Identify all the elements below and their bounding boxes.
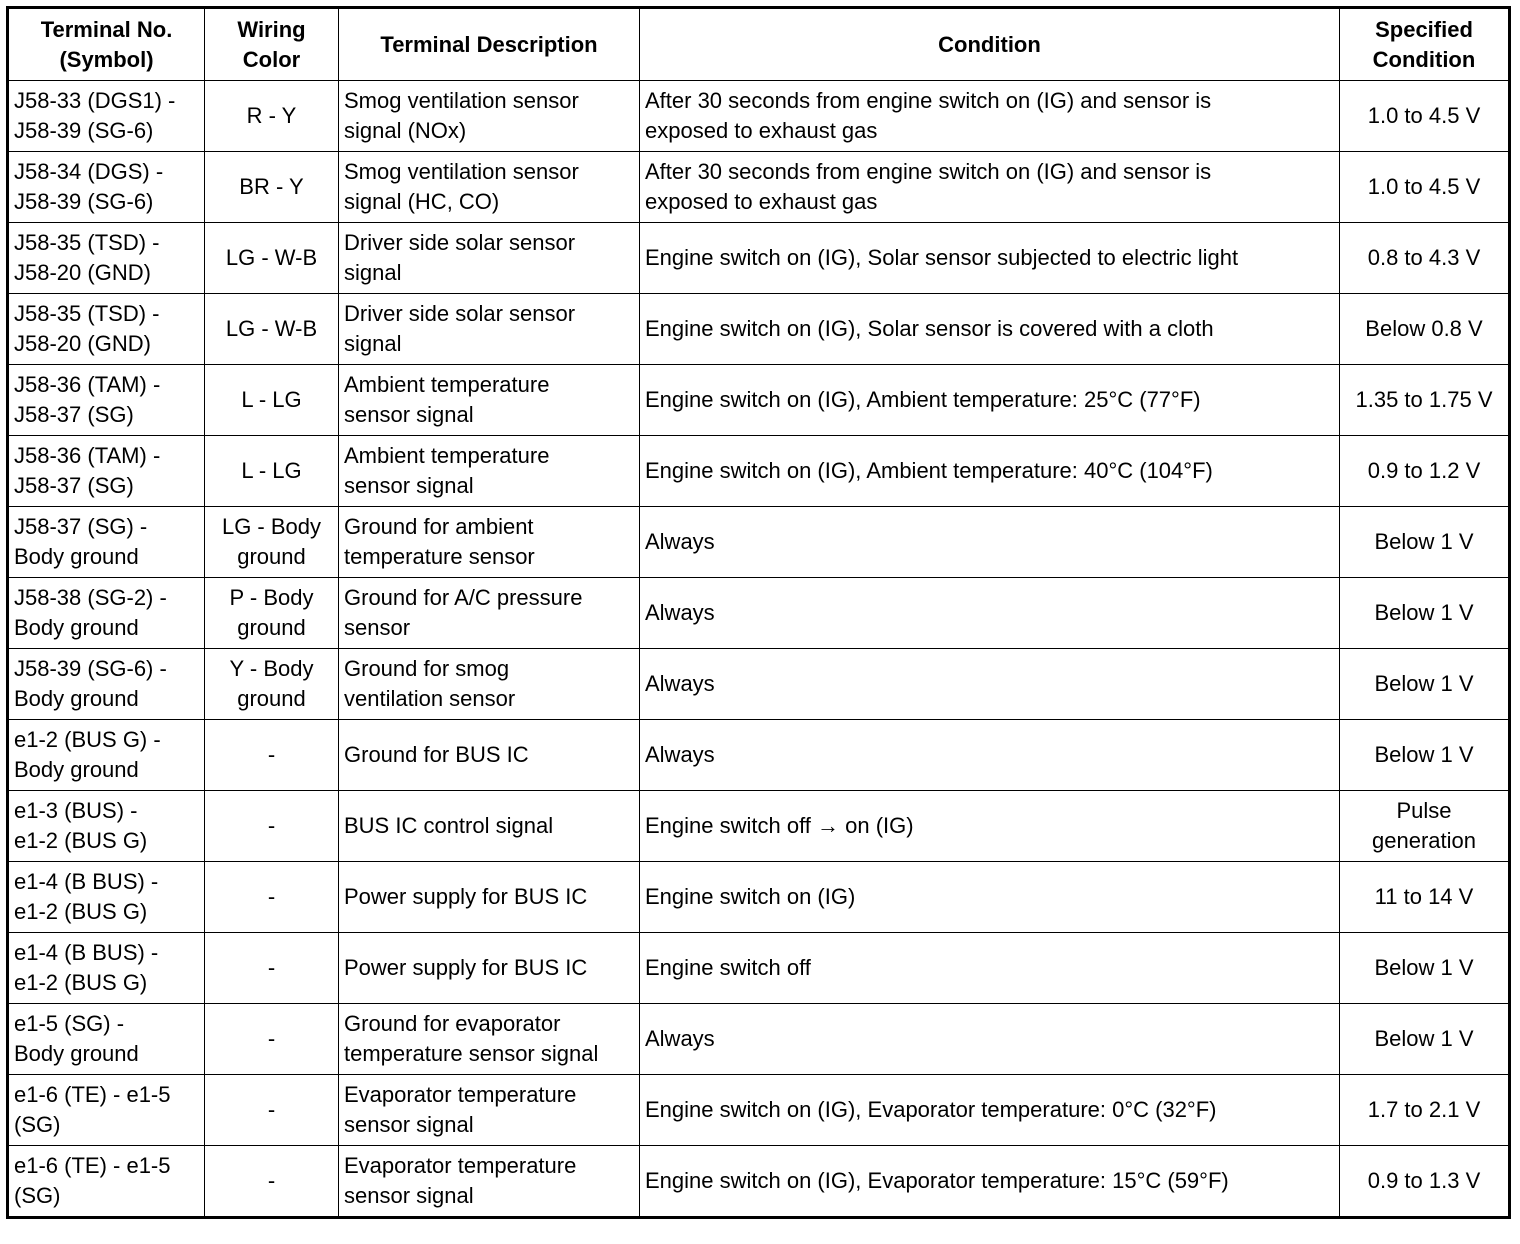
description-cell: Ground for A/C pressure sensor [339, 578, 640, 649]
terminal-cell: J58-36 (TAM) - J58-37 (SG) [8, 436, 205, 507]
specified-condition-cell: 1.0 to 4.5 V [1340, 81, 1510, 152]
wiring-color-cell: LG - Body ground [205, 507, 339, 578]
condition-cell: Engine switch on (IG), Evaporator temperature: 0°C (32°F) [640, 1075, 1340, 1146]
specified-condition-cell: Below 1 V [1340, 933, 1510, 1004]
table-row [8, 294, 1510, 365]
wiring-color-cell: - [205, 1004, 339, 1075]
specified-condition-cell: 11 to 14 V [1340, 862, 1510, 933]
terminal-cell: J58-38 (SG-2) - Body ground [8, 578, 205, 649]
header-wiring-color: Wiring Color [205, 8, 339, 81]
description-cell: BUS IC control signal [339, 791, 640, 862]
table-row [8, 81, 1510, 152]
table-row [8, 862, 1510, 933]
description-cell: Ambient temperature sensor signal [339, 436, 640, 507]
wiring-color-cell: L - LG [205, 365, 339, 436]
terminal-cell: J58-39 (SG-6) - Body ground [8, 649, 205, 720]
specified-condition-cell: 1.0 to 4.5 V [1340, 152, 1510, 223]
specified-condition-cell: Below 1 V [1340, 507, 1510, 578]
wiring-color-cell: - [205, 720, 339, 791]
specified-condition-cell: Below 1 V [1340, 720, 1510, 791]
table-row [8, 365, 1510, 436]
header-terminal: Terminal No. (Symbol) [8, 8, 205, 81]
description-cell: Smog ventilation sensor signal (NOx) [339, 81, 640, 152]
description-cell: Ground for evaporator temperature sensor signal [339, 1004, 640, 1075]
specified-condition-cell: Below 1 V [1340, 1004, 1510, 1075]
wiring-color-cell: P - Body ground [205, 578, 339, 649]
specified-condition-cell: 0.9 to 1.3 V [1340, 1146, 1510, 1218]
specified-condition-cell: 1.7 to 2.1 V [1340, 1075, 1510, 1146]
wiring-color-cell: Y - Body ground [205, 649, 339, 720]
terminal-cell: e1-6 (TE) - e1-5 (SG) [8, 1146, 205, 1218]
condition-cell: Engine switch off → on (IG) [640, 791, 1340, 862]
condition-cell: After 30 seconds from engine switch on (IG) and sensor is exposed to exhaust gas [640, 81, 1340, 152]
wiring-color-cell: - [205, 1146, 339, 1218]
table-row [8, 436, 1510, 507]
condition-cell: Engine switch on (IG), Evaporator temperature: 15°C (59°F) [640, 1146, 1340, 1218]
header-terminal-description: Terminal Description [339, 8, 640, 81]
condition-cell: Engine switch on (IG), Solar sensor subjected to electric light [640, 223, 1340, 294]
table-row [8, 1075, 1510, 1146]
specified-condition-cell: Pulse generation [1340, 791, 1510, 862]
description-cell: Ground for BUS IC [339, 720, 640, 791]
terminal-cell: e1-5 (SG) - Body ground [8, 1004, 205, 1075]
header-row [8, 8, 1510, 81]
description-cell: Power supply for BUS IC [339, 933, 640, 1004]
wiring-color-cell: - [205, 791, 339, 862]
condition-cell: Engine switch off [640, 933, 1340, 1004]
condition-cell: Always [640, 578, 1340, 649]
description-cell: Driver side solar sensor signal [339, 223, 640, 294]
terminal-cell: J58-37 (SG) - Body ground [8, 507, 205, 578]
terminal-cell: e1-4 (B BUS) - e1-2 (BUS G) [8, 862, 205, 933]
description-cell: Evaporator temperature sensor signal [339, 1146, 640, 1218]
table-row [8, 1146, 1510, 1218]
condition-cell: Always [640, 507, 1340, 578]
table-row [8, 933, 1510, 1004]
header-condition: Condition [640, 8, 1340, 81]
wiring-color-cell: BR - Y [205, 152, 339, 223]
terminal-cell: J58-35 (TSD) - J58-20 (GND) [8, 223, 205, 294]
table-row [8, 649, 1510, 720]
specified-condition-cell: Below 0.8 V [1340, 294, 1510, 365]
table-row [8, 1004, 1510, 1075]
table-row [8, 223, 1510, 294]
wiring-color-cell: - [205, 862, 339, 933]
wiring-color-cell: L - LG [205, 436, 339, 507]
description-cell: Driver side solar sensor signal [339, 294, 640, 365]
condition-cell: Engine switch on (IG), Ambient temperature: 25°C (77°F) [640, 365, 1340, 436]
wiring-color-cell: LG - W-B [205, 223, 339, 294]
terminal-cell: e1-3 (BUS) - e1-2 (BUS G) [8, 791, 205, 862]
table-row [8, 791, 1510, 862]
terminal-cell: J58-36 (TAM) - J58-37 (SG) [8, 365, 205, 436]
description-cell: Ground for ambient temperature sensor [339, 507, 640, 578]
terminal-cell: e1-6 (TE) - e1-5 (SG) [8, 1075, 205, 1146]
wiring-color-cell: R - Y [205, 81, 339, 152]
condition-cell: Engine switch on (IG), Ambient temperature: 40°C (104°F) [640, 436, 1340, 507]
description-cell: Ground for smog ventilation sensor [339, 649, 640, 720]
condition-cell: Always [640, 720, 1340, 791]
specified-condition-cell: Below 1 V [1340, 578, 1510, 649]
specified-condition-cell: Below 1 V [1340, 649, 1510, 720]
condition-cell: Engine switch on (IG) [640, 862, 1340, 933]
specified-condition-cell: 0.8 to 4.3 V [1340, 223, 1510, 294]
condition-cell: Always [640, 649, 1340, 720]
description-cell: Ambient temperature sensor signal [339, 365, 640, 436]
table-body [8, 81, 1510, 1218]
table-row [8, 152, 1510, 223]
specified-condition-cell: 1.35 to 1.75 V [1340, 365, 1510, 436]
description-cell: Smog ventilation sensor signal (HC, CO) [339, 152, 640, 223]
condition-cell: Engine switch on (IG), Solar sensor is covered with a cloth [640, 294, 1340, 365]
terminal-cell: J58-33 (DGS1) - J58-39 (SG-6) [8, 81, 205, 152]
terminal-spec-table [6, 6, 1511, 1219]
wiring-color-cell: LG - W-B [205, 294, 339, 365]
terminal-cell: e1-2 (BUS G) - Body ground [8, 720, 205, 791]
description-cell: Power supply for BUS IC [339, 862, 640, 933]
specified-condition-cell: 0.9 to 1.2 V [1340, 436, 1510, 507]
condition-cell: Always [640, 1004, 1340, 1075]
terminal-cell: e1-4 (B BUS) - e1-2 (BUS G) [8, 933, 205, 1004]
table-row [8, 578, 1510, 649]
wiring-color-cell: - [205, 933, 339, 1004]
header-specified-condition: Specified Condition [1340, 8, 1510, 81]
description-cell: Evaporator temperature sensor signal [339, 1075, 640, 1146]
terminal-cell: J58-35 (TSD) - J58-20 (GND) [8, 294, 205, 365]
terminal-cell: J58-34 (DGS) - J58-39 (SG-6) [8, 152, 205, 223]
table-row [8, 720, 1510, 791]
table-row [8, 507, 1510, 578]
condition-cell: After 30 seconds from engine switch on (IG) and sensor is exposed to exhaust gas [640, 152, 1340, 223]
wiring-color-cell: - [205, 1075, 339, 1146]
